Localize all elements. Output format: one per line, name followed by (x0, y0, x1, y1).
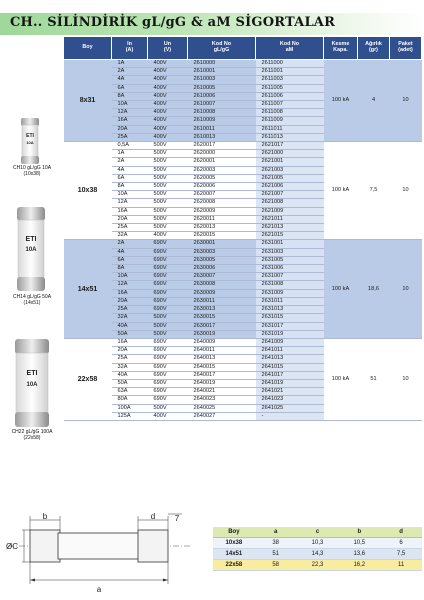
cell-in: 32A (112, 232, 148, 240)
cell-kod1: 2630011 (188, 297, 256, 305)
cell-kod1: 2620000 (188, 150, 256, 158)
cell-kod1: 2610005 (188, 84, 256, 92)
cell-in: 32A (112, 314, 148, 322)
cell-kod2: 2641019 (256, 379, 324, 387)
cell-kod2: 2641011 (256, 347, 324, 355)
cell-un: 500V (148, 150, 188, 158)
cell-un: 690V (148, 347, 188, 355)
cell-un: 690V (148, 355, 188, 363)
cell-paket: 10 (390, 240, 422, 338)
dim-cell: 13,6 (338, 549, 380, 560)
cell-kod1: 2610011 (188, 125, 256, 133)
dim-label-diameter: ØC (6, 542, 18, 551)
cell-kod2: 2611009 (256, 117, 324, 125)
dim-cell: 10,5 (338, 538, 380, 549)
fuse-spec-table (63, 36, 422, 421)
cell-kod1: 2620015 (188, 232, 256, 240)
cell-kod1: 2640011 (188, 347, 256, 355)
cell-kod1: 2640017 (188, 371, 256, 379)
cell-un: 400V (148, 101, 188, 109)
fuse-brand-label: ETI (25, 236, 37, 243)
cell-kod1: 2610009 (188, 117, 256, 125)
table-row (64, 338, 422, 346)
cell-un: 690V (148, 240, 188, 248)
cell-in: 20A (112, 215, 148, 223)
cell-kod2: 2621009 (256, 207, 324, 215)
dim-cell: 22,3 (297, 560, 339, 571)
cell-kod1: 2610001 (188, 68, 256, 76)
cell-un: 690V (148, 281, 188, 289)
cell-kod1: 2610006 (188, 92, 256, 100)
cell-un: 690V (148, 379, 188, 387)
cell-un: 500V (148, 199, 188, 207)
cell-in: 16A (112, 117, 148, 125)
cell-kod1: 2620003 (188, 166, 256, 174)
cell-un: 500V (148, 330, 188, 338)
fuse-dimension-drawing (0, 512, 200, 600)
cell-kod2: 2611007 (256, 101, 324, 109)
cell-un: 690V (148, 256, 188, 264)
dim-cell: 14x51 (213, 549, 255, 560)
dim-header: d (380, 527, 422, 538)
cell-un: 690V (148, 265, 188, 273)
fuse-rating-label: 10A (26, 382, 38, 388)
cell-in: 32A (112, 363, 148, 371)
cell-kod2: 2621001 (256, 158, 324, 166)
cell-kod2: 2621011 (256, 215, 324, 223)
cell-un: 400V (148, 125, 188, 133)
dim-cell: 22x58 (213, 560, 255, 571)
cell-agirlik: 4 (358, 60, 390, 142)
header-boy: Boy (64, 37, 112, 60)
dim-cell: 16,2 (338, 560, 380, 571)
cell-kod2: 2611001 (256, 68, 324, 76)
cell-kod1: 2620006 (188, 183, 256, 191)
cell-un: 500V (148, 322, 188, 330)
header-kod-am: Kod No aM (256, 37, 324, 60)
cell-in: 2A (112, 158, 148, 166)
dim-cell: 6 (380, 538, 422, 549)
cell-kod1: 2630017 (188, 322, 256, 330)
header-kesme: Kesme Kapa. (324, 37, 358, 60)
cell-in: 8A (112, 92, 148, 100)
cell-kod1: 2620017 (188, 142, 256, 150)
cell-un: 500V (148, 314, 188, 322)
dim-cell: 11 (380, 560, 422, 571)
cell-in: 10A (112, 273, 148, 281)
dimensions-row (213, 538, 422, 549)
cell-kod1: 2640009 (188, 338, 256, 346)
cell-in: 16A (112, 289, 148, 297)
cell-kod2: 2641017 (256, 371, 324, 379)
dim-cell: 51 (255, 549, 297, 560)
dim-label-a: a (96, 585, 102, 594)
cell-kod1: 2620008 (188, 199, 256, 207)
cell-in: 20A (112, 347, 148, 355)
cell-in: 12A (112, 109, 148, 117)
cell-kod1: 2640023 (188, 396, 256, 404)
cell-un: 690V (148, 396, 188, 404)
cell-kod2: 2621000 (256, 150, 324, 158)
cell-kod2: 2621015 (256, 232, 324, 240)
cell-in: 100A (112, 404, 148, 412)
cell-kod2: 2621013 (256, 224, 324, 232)
header-kod-glgg: Kod No gL/gG (188, 37, 256, 60)
cell-in: 12A (112, 199, 148, 207)
dim-header: a (255, 527, 297, 538)
cell-kod1: 2620001 (188, 158, 256, 166)
cell-kod2: 2611003 (256, 76, 324, 84)
cell-un: 690V (148, 289, 188, 297)
cell-in: 4A (112, 248, 148, 256)
cell-kod2: 2611000 (256, 60, 324, 68)
cell-in: 8A (112, 183, 148, 191)
cell-kod1: 2640027 (188, 412, 256, 420)
cell-in: 25A (112, 224, 148, 232)
cell-kod2: 2611011 (256, 125, 324, 133)
size-cell: 22x58 (64, 338, 112, 420)
cell-kod2: 2621008 (256, 199, 324, 207)
fuse-brand-label: ETI (26, 133, 34, 139)
cell-in: 16A (112, 207, 148, 215)
cell-kod2: - (256, 412, 324, 420)
cell-kod2: 2641021 (256, 388, 324, 396)
fuse-caption-3: CH22 gL/gG 100A (22x58) (11, 429, 53, 441)
cell-in: 125A (112, 412, 148, 420)
cell-un: 400V (148, 92, 188, 100)
cell-in: 2A (112, 68, 148, 76)
cell-un: 500V (148, 166, 188, 174)
dimensions-header-row (213, 527, 422, 538)
fuse-images-column (0, 36, 63, 511)
cell-kod1: 2630008 (188, 281, 256, 289)
header-agirlik: Ağırlık (gr) (358, 37, 390, 60)
cell-kod2: 2631006 (256, 265, 324, 273)
cell-kod1: 2630003 (188, 248, 256, 256)
cell-kesme: 100 kA (324, 142, 358, 240)
cell-in: 20A (112, 297, 148, 305)
fuse-caption-1: CH10 gL/gG 10A (10x38) (12, 165, 52, 177)
size-cell: 10x38 (64, 142, 112, 240)
cell-un: 400V (148, 84, 188, 92)
cell-un: 400V (148, 76, 188, 84)
cell-kod2: 2611008 (256, 109, 324, 117)
cell-kod2: 2621017 (256, 142, 324, 150)
cell-in: 2A (112, 240, 148, 248)
cell-un: 500V (148, 158, 188, 166)
cell-un: 500V (148, 191, 188, 199)
cell-kod1: 2640015 (188, 363, 256, 371)
header-in: In (A) (112, 37, 148, 60)
cell-in: 20A (112, 125, 148, 133)
cell-kod1: 2610000 (188, 60, 256, 68)
cell-un: 400V (148, 412, 188, 420)
cell-in: 6A (112, 174, 148, 182)
cell-kod2: 2611005 (256, 84, 324, 92)
cell-kod2: 2621007 (256, 191, 324, 199)
size-cell: 8x31 (64, 60, 112, 142)
cell-un: 500V (148, 224, 188, 232)
cell-kod2: 2631003 (256, 248, 324, 256)
cell-kesme: 100 kA (324, 338, 358, 420)
cell-in: 6A (112, 256, 148, 264)
fuse-rating-label: 10A (25, 247, 37, 253)
cell-kod1: 2630006 (188, 265, 256, 273)
cell-in: 63A (112, 388, 148, 396)
fuse-brand-label: ETI (26, 370, 38, 377)
dim-cell: 58 (255, 560, 297, 571)
header-paket: Paket (adet) (390, 37, 422, 60)
cell-in: 16A (112, 338, 148, 346)
cell-un: 500V (148, 174, 188, 182)
cell-in: 25A (112, 355, 148, 363)
cell-paket: 10 (390, 60, 422, 142)
dim-header: b (338, 527, 380, 538)
cell-kod1: 2630001 (188, 240, 256, 248)
cell-kod2: 2631017 (256, 322, 324, 330)
cell-in: 50A (112, 379, 148, 387)
cell-kod2: 2631019 (256, 330, 324, 338)
cell-kod2: 2611013 (256, 133, 324, 141)
fuse-image-10x38 (20, 118, 40, 164)
cell-kod1: 2630005 (188, 256, 256, 264)
cell-in: 10A (112, 191, 148, 199)
dim-cell: 10,3 (297, 538, 339, 549)
cell-un: 500V (148, 215, 188, 223)
cell-paket: 10 (390, 338, 422, 420)
cell-un: 690V (148, 338, 188, 346)
dim-label-b: b (42, 512, 48, 521)
cell-kod2: 2611006 (256, 92, 324, 100)
cell-kod2: 2631013 (256, 306, 324, 314)
cell-kod1: 2640025 (188, 404, 256, 412)
cell-kod1: 2630007 (188, 273, 256, 281)
cell-kod1: 2630015 (188, 314, 256, 322)
dim-cell: 14,3 (297, 549, 339, 560)
cell-kod1: 2620013 (188, 224, 256, 232)
cell-kesme: 100 kA (324, 60, 358, 142)
dim-header: c (297, 527, 339, 538)
cell-in: 10A (112, 101, 148, 109)
cell-kod2: 2641025 (256, 404, 324, 412)
cell-kod1: 2630009 (188, 289, 256, 297)
cell-kod2: 2631001 (256, 240, 324, 248)
table-row (64, 142, 422, 150)
cell-kod2: 2621003 (256, 166, 324, 174)
table-row (64, 60, 422, 68)
cell-kod2: 2621006 (256, 183, 324, 191)
dim-cell: 7,5 (380, 549, 422, 560)
cell-un: 400V (148, 133, 188, 141)
cell-un: 400V (148, 117, 188, 125)
cell-un: 500V (148, 207, 188, 215)
cell-kod1: 2640019 (188, 379, 256, 387)
cell-in: 4A (112, 166, 148, 174)
cell-kod1: 2610008 (188, 109, 256, 117)
cell-un: 690V (148, 306, 188, 314)
table-row (64, 240, 422, 248)
cell-un: 400V (148, 68, 188, 76)
cell-kod1: 2640013 (188, 355, 256, 363)
title-bar (0, 13, 424, 35)
cell-kod2: 2641023 (256, 396, 324, 404)
dim-label-seven: 7 (174, 514, 180, 523)
dimensions-row (213, 549, 422, 560)
fuse-rating-label: 10A (26, 140, 34, 145)
cell-kod2: 2631005 (256, 256, 324, 264)
cell-in: 50A (112, 330, 148, 338)
cell-kod2: 2631009 (256, 289, 324, 297)
dim-label-d: d (150, 512, 156, 521)
cell-in: 1A (112, 60, 148, 68)
cell-kod1: 2640021 (188, 388, 256, 396)
cell-in: 25A (112, 133, 148, 141)
cell-agirlik: 51 (358, 338, 390, 420)
cell-kod2: 2631008 (256, 281, 324, 289)
cell-un: 690V (148, 248, 188, 256)
page-title: CH.. SİLİNDİRİK gL/gG & aM SİGORTALAR (10, 15, 336, 30)
cell-un: 400V (148, 232, 188, 240)
dimensions-row (213, 560, 422, 571)
table-header-row (64, 37, 422, 60)
cell-in: 40A (112, 371, 148, 379)
cell-in: 4A (112, 76, 148, 84)
cell-un: 690V (148, 388, 188, 396)
cell-kod2: 2641013 (256, 355, 324, 363)
cell-in: 80A (112, 396, 148, 404)
cell-kod1: 2620007 (188, 191, 256, 199)
cell-in: 0,5A (112, 142, 148, 150)
dimensions-table (213, 527, 422, 571)
cell-un: 690V (148, 297, 188, 305)
cell-in: 8A (112, 265, 148, 273)
cell-un: 690V (148, 273, 188, 281)
cell-kod2: 2631015 (256, 314, 324, 322)
cell-in: 40A (112, 322, 148, 330)
cell-un: 500V (148, 404, 188, 412)
cell-un: 400V (148, 109, 188, 117)
cell-un: 400V (148, 60, 188, 68)
cell-agirlik: 7,5 (358, 142, 390, 240)
cell-in: 12A (112, 281, 148, 289)
fuse-image-14x51 (16, 207, 46, 291)
cell-un: 690V (148, 371, 188, 379)
dim-cell: 38 (255, 538, 297, 549)
cell-agirlik: 18,6 (358, 240, 390, 338)
header-un: Un (V) (148, 37, 188, 60)
cell-in: 25A (112, 306, 148, 314)
cell-in: 6A (112, 84, 148, 92)
cell-kod1: 2610013 (188, 133, 256, 141)
cell-kod1: 2630013 (188, 306, 256, 314)
size-cell: 14x51 (64, 240, 112, 338)
cell-kod2: 2641009 (256, 338, 324, 346)
cell-paket: 10 (390, 142, 422, 240)
cell-kod2: 2621005 (256, 174, 324, 182)
dim-header: Boy (213, 527, 255, 538)
cell-kod1: 2620009 (188, 207, 256, 215)
cell-kod2: 2631007 (256, 273, 324, 281)
cell-kod1: 2610003 (188, 76, 256, 84)
cell-kod2: 2631011 (256, 297, 324, 305)
cell-in: 1A (112, 150, 148, 158)
cell-kod1: 2620005 (188, 174, 256, 182)
fuse-image-22x58 (14, 339, 50, 427)
cell-kod2: 2641015 (256, 363, 324, 371)
fuse-caption-2: CH14 gL/gG 50A (14x51) (12, 294, 52, 306)
dim-cell: 10x38 (213, 538, 255, 549)
cell-un: 690V (148, 363, 188, 371)
cell-kod1: 2630019 (188, 330, 256, 338)
cell-kod1: 2620011 (188, 215, 256, 223)
cell-un: 500V (148, 142, 188, 150)
cell-kesme: 100 kA (324, 240, 358, 338)
cell-un: 500V (148, 183, 188, 191)
cell-kod1: 2610007 (188, 101, 256, 109)
